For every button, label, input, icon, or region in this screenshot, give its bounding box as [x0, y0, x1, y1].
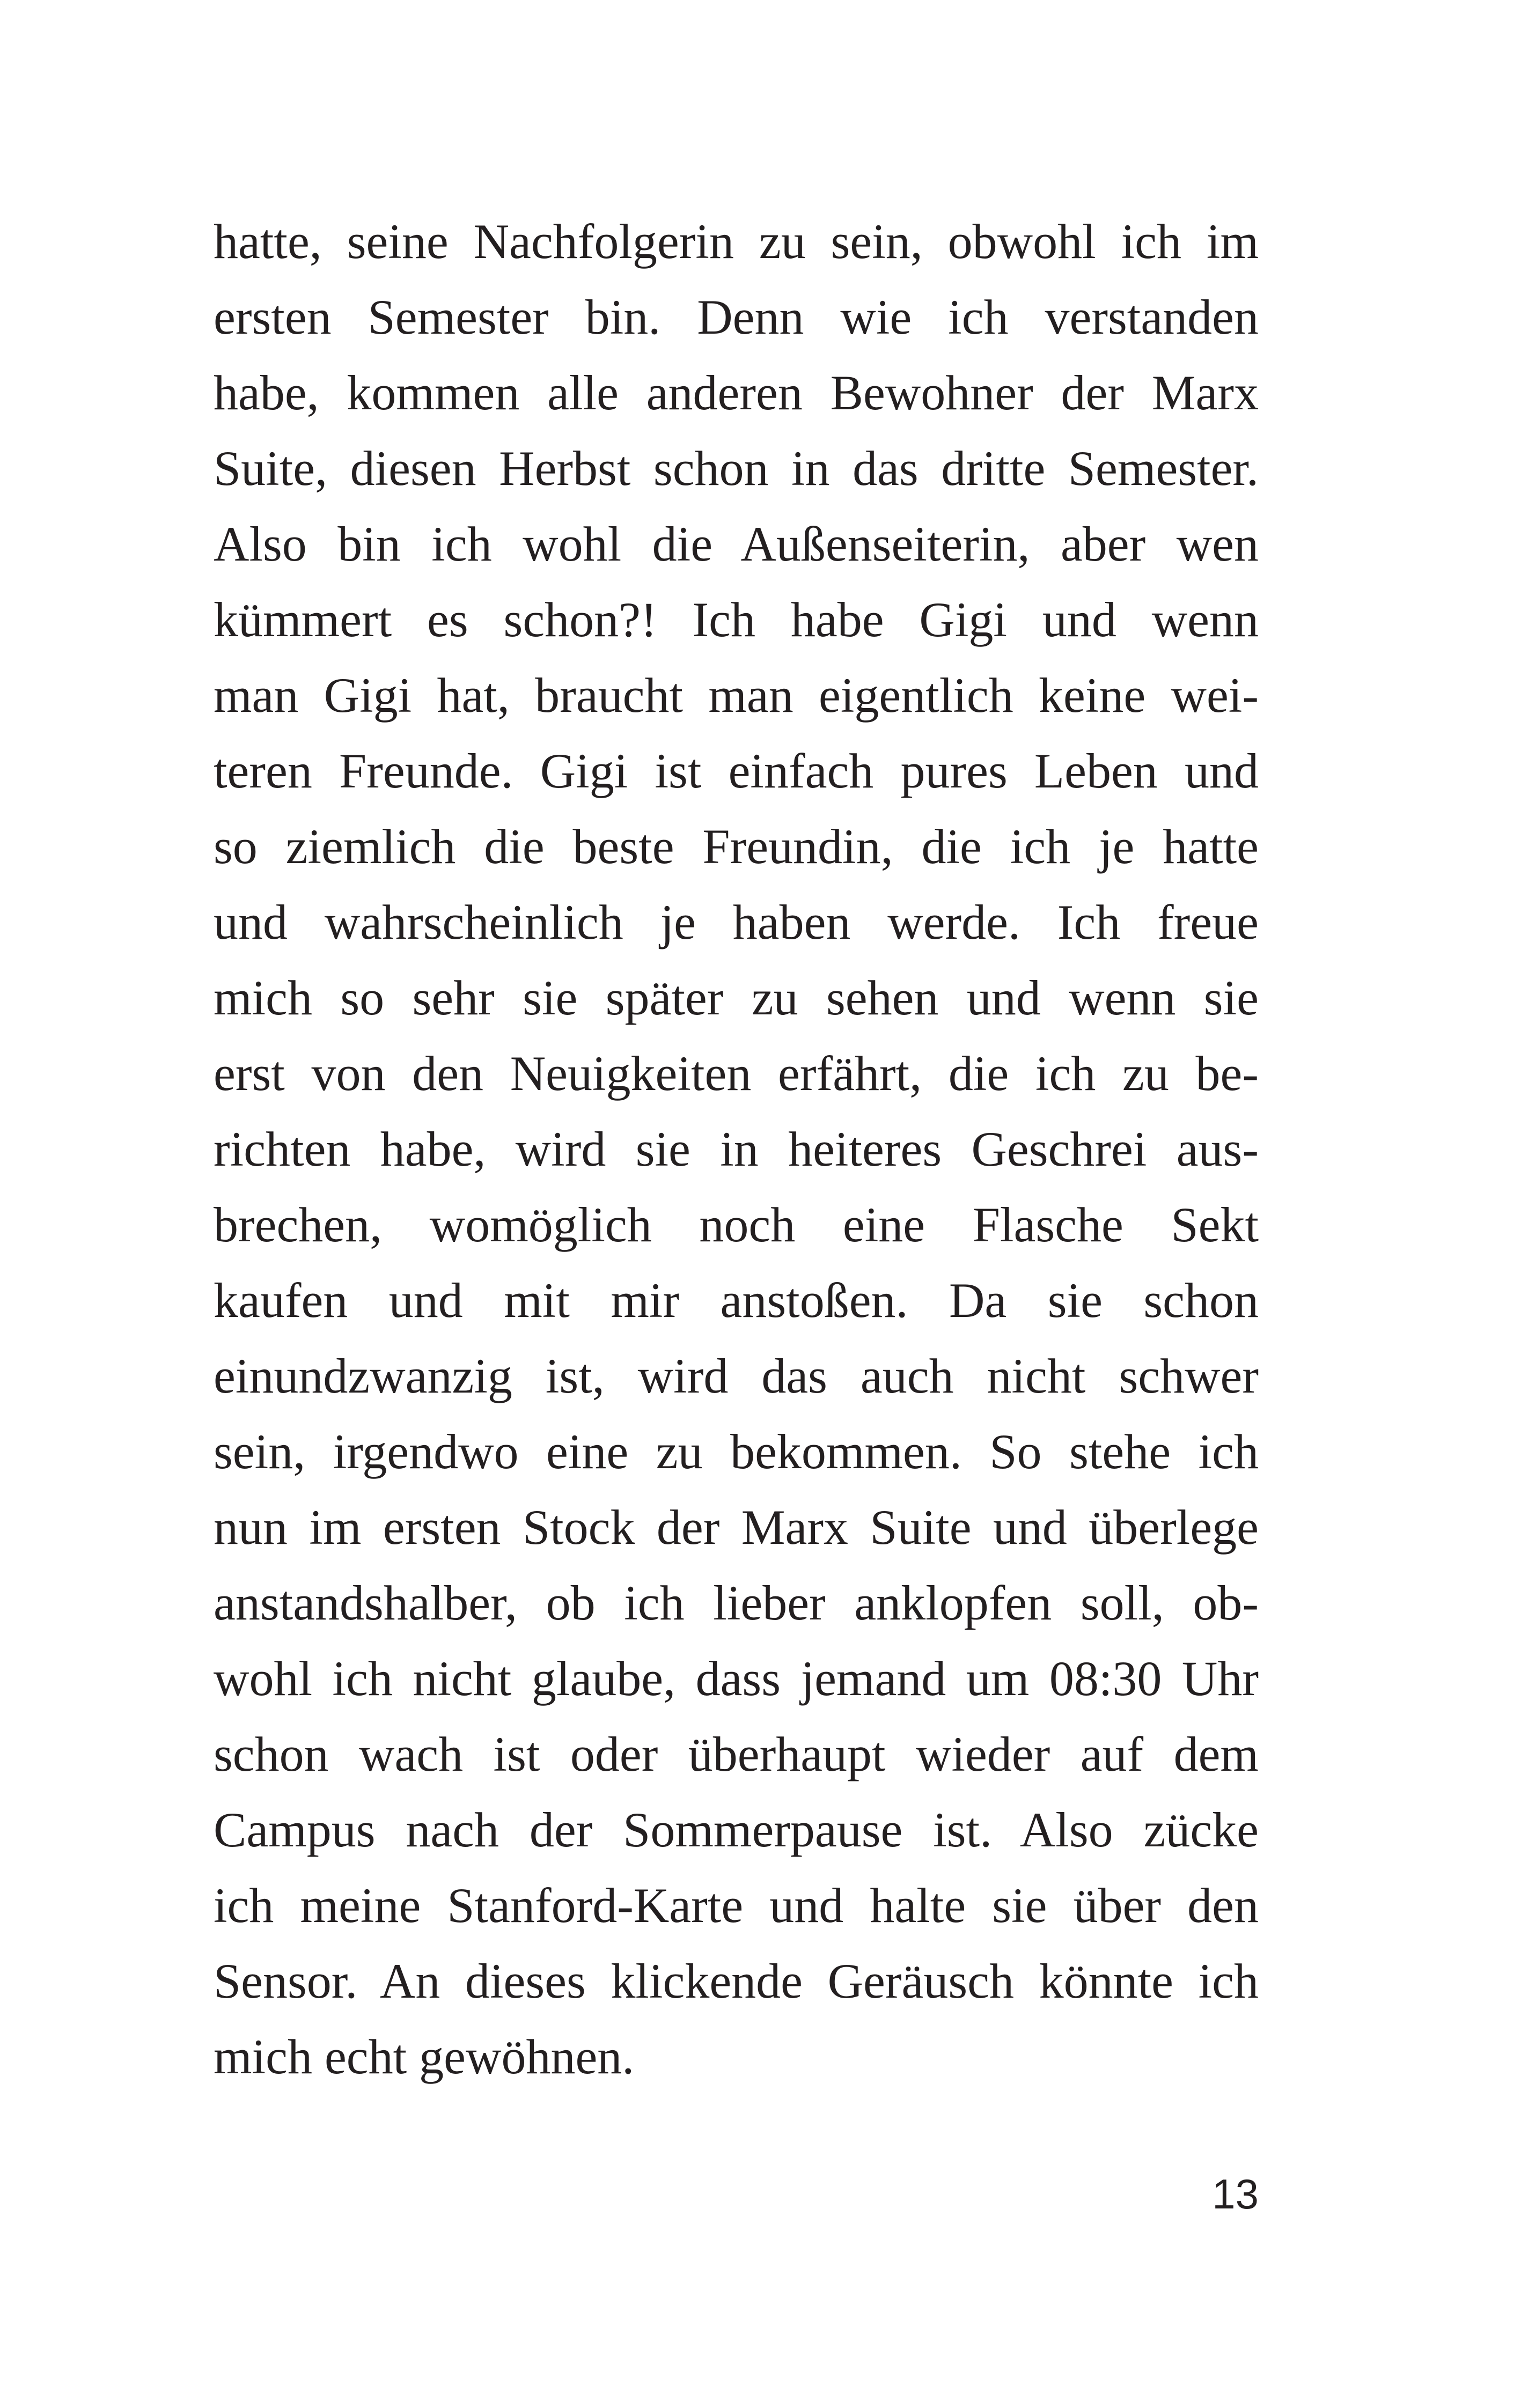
text-line: richten habe, wird sie in heiteres Geschrei aus-: [214, 1122, 1259, 1176]
text-line: einundzwanzig ist, wird das auch nicht schwer: [214, 1349, 1259, 1403]
text-line: brechen, womöglich noch eine Flasche Sekt: [214, 1197, 1259, 1252]
text-line: hatte, seine Nachfolgerin zu sein, obwohl ich im: [214, 214, 1259, 269]
text-line: wohl ich nicht glaube, dass jemand um 08:30 Uhr: [214, 1651, 1259, 1706]
text-line: erst von den Neuigkeiten erfährt, die ich zu be-: [214, 1046, 1259, 1101]
text-line: nun im ersten Stock der Marx Suite und überlege: [214, 1500, 1259, 1555]
text-line: kümmert es schon?! Ich habe Gigi und wenn: [214, 592, 1259, 647]
text-line: anstandshalber, ob ich lieber anklopfen soll, ob-: [214, 1575, 1259, 1630]
text-line: schon wach ist oder überhaupt wieder auf dem: [214, 1727, 1259, 1781]
text-line: ich meine Stanford-Karte und halte sie über den: [214, 1878, 1259, 1933]
text-line: und wahrscheinlich je haben werde. Ich freue: [214, 895, 1259, 949]
text-line: teren Freunde. Gigi ist einfach pures Leben und: [214, 743, 1259, 798]
text-line: ersten Semester bin. Denn wie ich verstanden: [214, 290, 1259, 344]
text-line: Also bin ich wohl die Außenseiterin, aber wen: [214, 517, 1259, 571]
body-text: [214, 204, 1259, 2095]
text-line: kaufen und mit mir anstoßen. Da sie schon: [214, 1273, 1259, 1328]
text-line-last: mich echt gewöhnen.: [214, 2029, 635, 2084]
text-line: mich so sehr sie später zu sehen und wenn sie: [214, 970, 1259, 1025]
text-line: Campus nach der Sommerpause ist. Also zücke: [214, 1802, 1259, 1857]
text-line: sein, irgendwo eine zu bekommen. So stehe ich: [214, 1424, 1259, 1479]
text-line: Suite, diesen Herbst schon in das dritte Semester.: [214, 441, 1259, 496]
text-line: man Gigi hat, braucht man eigentlich keine wei-: [214, 668, 1259, 723]
text-line: so ziemlich die beste Freundin, die ich je hatte: [214, 819, 1259, 874]
page-number: 13: [1212, 2170, 1259, 2218]
text-line: habe, kommen alle anderen Bewohner der Marx: [214, 365, 1259, 420]
text-line: Sensor. An dieses klickende Geräusch könnte ich: [214, 1954, 1259, 2008]
